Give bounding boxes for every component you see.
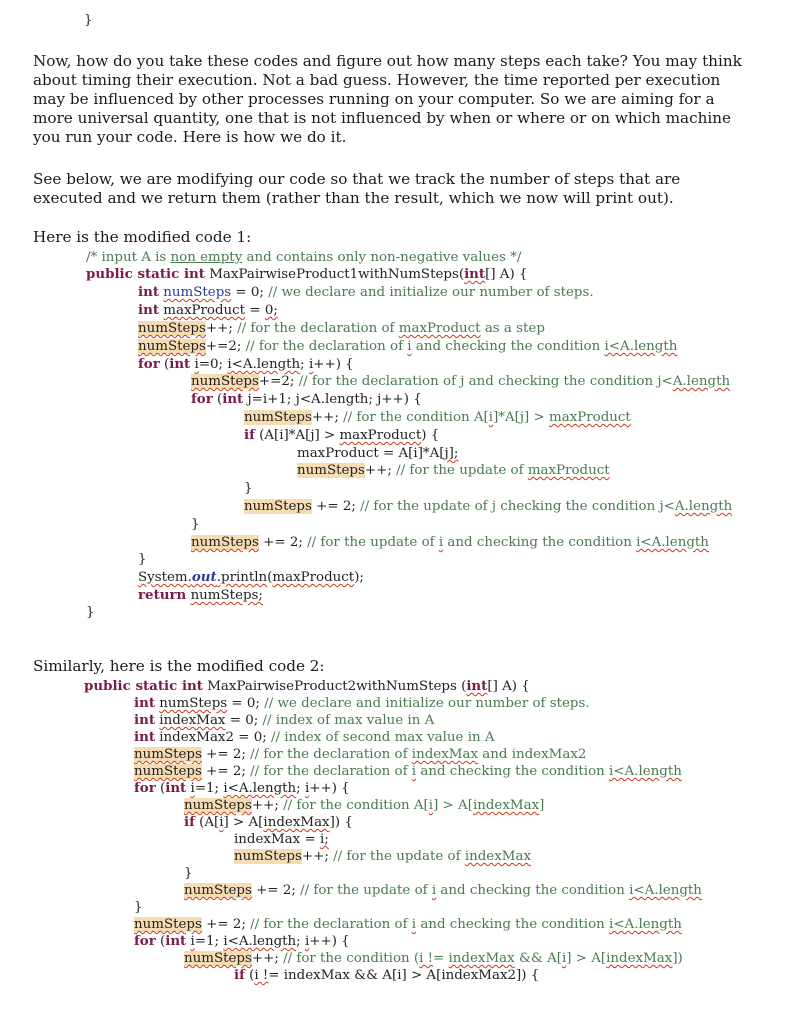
code2-line-11: } — [184, 866, 193, 881]
code2-line-2: int indexMax = 0; // index of max value in A — [134, 712, 435, 728]
code1-line-3: int maxProduct = 0; — [138, 302, 278, 318]
code1-line-8: for (int j=i+1; j<A.length; j++) { — [191, 391, 422, 407]
code2-line-3: int indexMax2 = 0; // index of second max value in A — [134, 729, 495, 745]
code2-line-8: if (A[i] > A[indexMax]) { — [184, 814, 353, 830]
code1-line-5: numSteps+=2; // for the declaration of i and checking the condition i<A.length — [138, 339, 678, 354]
code1-line-9: numSteps++; // for the condition A[i]*A[j] > maxProduct — [244, 410, 631, 425]
code1-line-17: } — [138, 552, 147, 567]
code2-line-7: numSteps++; // for the condition A[i] > A[indexMax] — [184, 798, 545, 813]
code1-line-1: public static int MaxPairwiseProduct1withNumSteps(int[] A) { — [86, 266, 528, 282]
code1-line-10: if (A[i]*A[j] > maxProduct) { — [244, 427, 440, 443]
closing-brace-top: } — [84, 13, 93, 28]
code1-line-2: int numSteps = 0; // we declare and initialize our number of steps. — [138, 284, 594, 300]
code1-line-13: } — [244, 481, 253, 496]
code2-line-6: for (int i=1; i<A.length; i++) { — [134, 780, 350, 796]
code1-line-19: return numSteps; — [138, 587, 263, 603]
code1-line-12: numSteps++; // for the update of maxProduct — [297, 463, 610, 478]
explanation-paragraph: See below, we are modifying our code so that we track the number of steps that are executed and we return them (rather than the result, which we now will print out). — [33, 170, 681, 207]
intro-paragraph: Now, how do you take these codes and figure out how many steps each take? You may think about timing their execution. Not a bad guess. However, the time reported per execution may be influenced by other processes running on your computer. So we are aiming for a more universal quantity, one that is not influenced by when or where or on which machine you run your code. Here is how we do it. — [33, 52, 742, 146]
code1-line-18: System.out.println(maxProduct); — [138, 569, 364, 585]
code2-line-16: numSteps++; // for the condition (i != indexMax && A[i] > A[indexMax]) — [184, 951, 683, 966]
code1-line-11: maxProduct = A[i]*A[j]; — [297, 446, 459, 461]
code1-line-20: } — [86, 605, 95, 620]
code2-line-17: if (i != indexMax && A[i] > A[indexMax2]) { — [234, 967, 540, 983]
code2-line-14: numSteps += 2; // for the declaration of i and checking the condition i<A.length — [134, 917, 682, 932]
code2-heading: Similarly, here is the modified code 2: — [33, 657, 325, 675]
code2-line-12: numSteps += 2; // for the update of i and checking the condition i<A.length — [184, 883, 702, 898]
code2-line-15: for (int i=1; i<A.length; i++) { — [134, 933, 350, 949]
code2-line-0: public static int MaxPairwiseProduct2withNumSteps (int[] A) { — [84, 678, 530, 694]
code1-line-14: numSteps += 2; // for the update of j checking the condition j<A.length — [244, 499, 733, 514]
code1-line-0 — [86, 249, 521, 266]
code2-line-13: } — [134, 900, 143, 915]
code2-line-5: numSteps += 2; // for the declaration of i and checking the condition i<A.length — [134, 764, 682, 779]
code1-line-16: numSteps += 2; // for the update of i and checking the condition i<A.length — [191, 535, 709, 550]
code2-line-4: numSteps += 2; // for the declaration of indexMax and indexMax2 — [134, 747, 587, 762]
code2-line-1: int numSteps = 0; // we declare and initialize our number of steps. — [134, 695, 590, 711]
code1-line-15: } — [191, 517, 200, 532]
code-comment: /* input A is non empty and contains only non-negative values */ — [86, 250, 522, 265]
code1-line-6: for (int i=0; i<A.length; i++) { — [138, 356, 354, 372]
code2-line-10: numSteps++; // for the update of indexMax — [234, 849, 532, 864]
code1-heading: Here is the modified code 1: — [33, 228, 252, 246]
code2-line-9: indexMax = i; — [234, 832, 329, 847]
code1-line-7: numSteps+=2; // for the declaration of j and checking the condition j<A.length — [191, 374, 731, 389]
code1-line-4: numSteps++; // for the declaration of maxProduct as a step — [138, 321, 545, 336]
